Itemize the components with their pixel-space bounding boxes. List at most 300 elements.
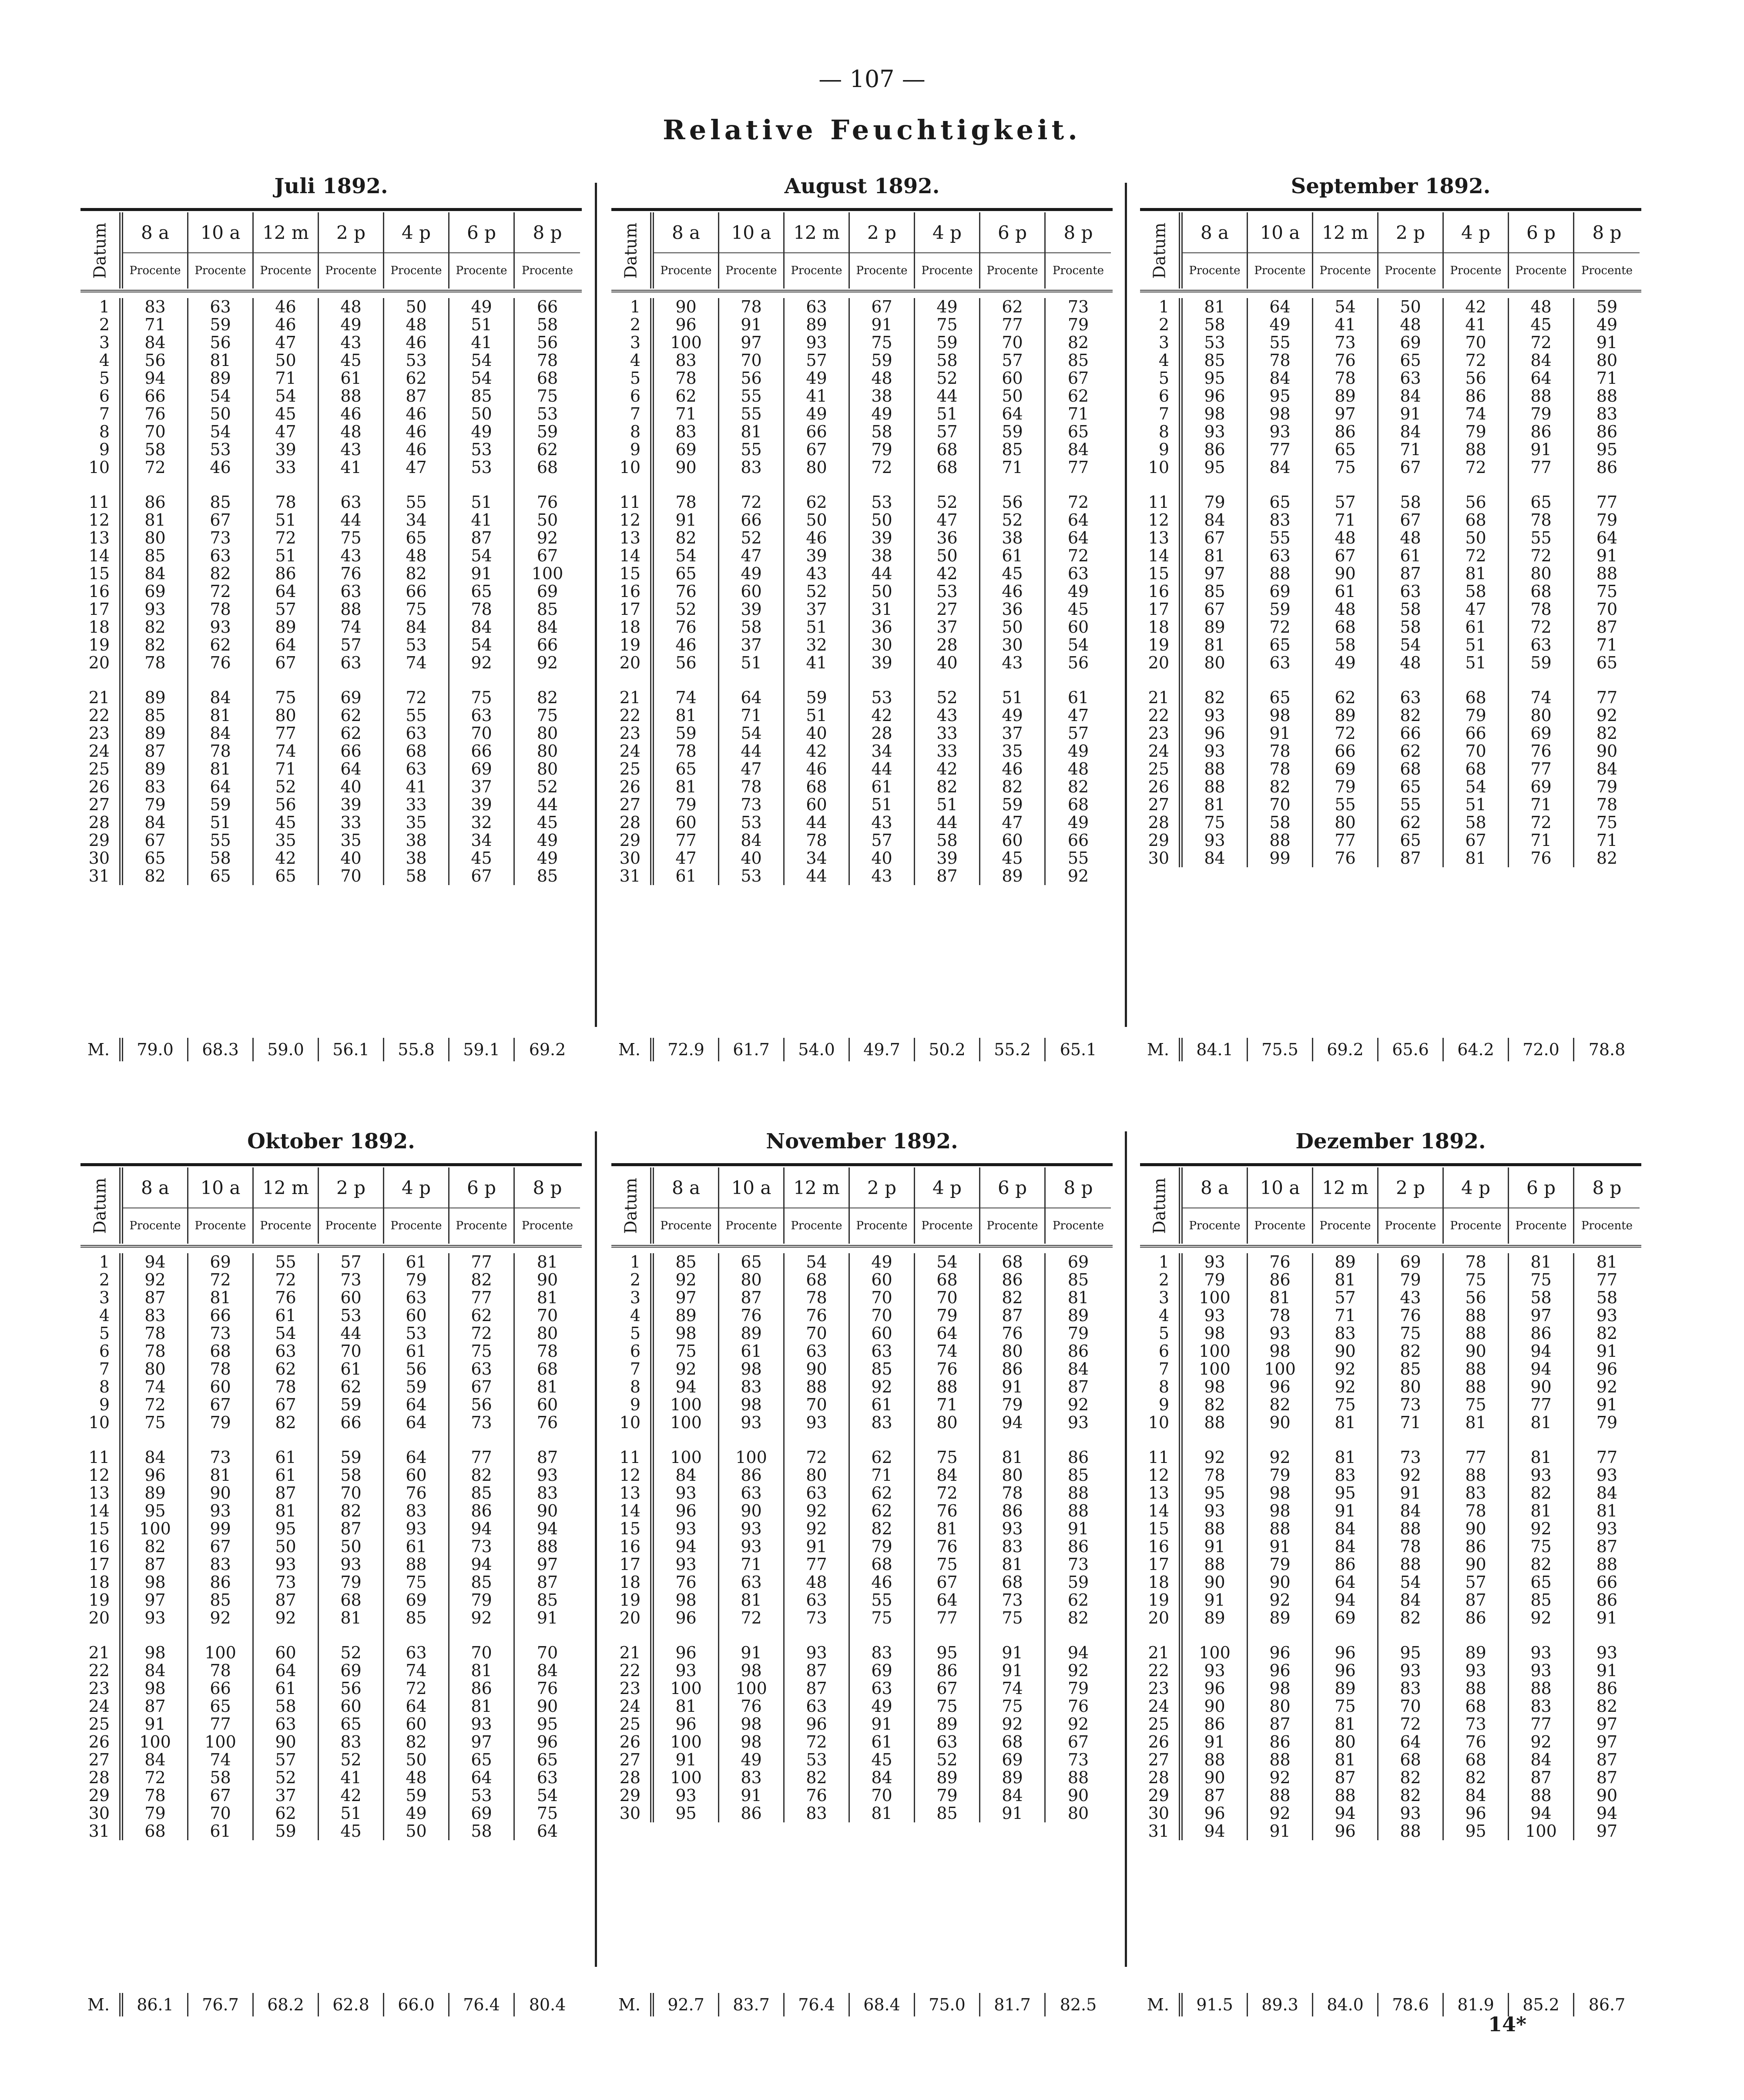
unit-label: Procente [1052,264,1104,277]
mean-label: M. [611,1993,654,2016]
humidity-value-cell: 98 [144,1679,166,1698]
humidity-value-cell: 34 [806,849,827,868]
group-spacer [1509,1432,1573,1449]
date-cell: 19 [1148,1590,1169,1610]
group-spacer [980,1627,1044,1644]
humidity-value-cell: 79 [340,1573,362,1592]
humidity-value-cell: 76 [936,1359,958,1379]
humidity-value-cell: 68 [1465,510,1486,530]
humidity-value-cell: 84 [144,333,166,352]
datum-label-wrap [80,1167,119,1244]
humidity-value-cell: 49 [340,315,362,334]
date-cell: 6 [630,1342,641,1361]
humidity-value-cell: 87 [1530,1768,1552,1787]
humidity-value-cell: 28 [871,724,892,743]
humidity-value-cell: 85 [144,706,166,725]
humidity-value-cell: 91 [1596,1661,1618,1680]
humidity-value-cell: 55 [1269,528,1291,547]
humidity-value-cell: 83 [806,1804,827,1823]
humidity-value-cell: 70 [936,1288,958,1307]
humidity-value-cell: 68 [1400,1750,1421,1769]
month-title: Juli 1892. [274,174,388,198]
humidity-value-cell: 79 [1067,315,1089,334]
value-column [915,1253,980,1822]
date-cell: 15 [1148,564,1169,583]
humidity-value-cell: 68 [1002,1732,1023,1751]
group-spacer [1509,476,1573,493]
humidity-value-cell: 51 [741,653,762,672]
humidity-value-cell: 78 [144,1342,166,1361]
humidity-value-cell: 43 [806,564,827,583]
date-cell: 4 [99,351,110,370]
humidity-value-cell: 66 [537,635,558,654]
humidity-value-cell: 40 [936,653,958,672]
date-cell: 3 [1158,333,1169,352]
date-cell: 24 [1148,741,1169,761]
humidity-value-cell: 90 [537,1501,558,1520]
humidity-value-cell: 62 [1002,297,1023,316]
humidity-value-cell: 65 [1596,653,1618,672]
humidity-value-cell: 86 [936,1661,958,1680]
humidity-value-cell: 75 [471,1342,492,1361]
mean-value-cell: 65.6 [1378,1038,1444,1061]
humidity-value-cell: 61 [871,1395,892,1414]
humidity-value-cell: 97 [471,1732,492,1751]
humidity-value-cell: 54 [1400,1573,1421,1592]
humidity-value-cell: 96 [675,1608,697,1627]
unit-label: Procente [1189,264,1241,277]
humidity-value-cell: 86 [1530,422,1552,441]
humidity-value-cell: 83 [1335,1466,1356,1485]
humidity-value-cell: 51 [806,617,827,637]
humidity-value-cell: 93 [1530,1466,1552,1485]
humidity-value-cell: 100 [670,1768,702,1787]
humidity-value-cell: 37 [1002,724,1023,743]
humidity-value-cell: 90 [806,1359,827,1379]
time-label: 8 a [1183,212,1247,253]
group-spacer [611,1432,650,1449]
humidity-value-cell: 92 [1067,866,1089,886]
date-cell: 16 [1148,582,1169,601]
humidity-value-cell: 50 [471,404,492,423]
humidity-value-cell: 83 [210,1555,231,1574]
humidity-value-cell: 82 [1596,849,1618,868]
humidity-value-cell: 39 [741,600,762,619]
humidity-value-cell: 54 [210,386,231,406]
header-rule [80,1245,582,1248]
humidity-value-cell: 76 [537,493,558,512]
humidity-value-cell: 89 [1465,1643,1486,1662]
humidity-value-cell: 75 [406,600,427,619]
humidity-value-cell: 63 [806,297,827,316]
humidity-value-cell: 88 [1465,1359,1486,1379]
table-body [80,298,582,885]
date-cell: 22 [1148,706,1169,725]
time-label: 8 p [1574,212,1640,253]
humidity-value-cell: 58 [1335,635,1356,654]
table-header [611,1167,1113,1244]
humidity-value-cell: 64 [1400,1732,1421,1751]
humidity-value-cell: 74 [1465,404,1486,423]
humidity-value-cell: 61 [1335,582,1356,601]
unit-label: Procente [260,264,312,277]
date-cell: 16 [88,582,110,601]
date-column [80,298,123,885]
humidity-value-cell: 93 [1204,706,1225,725]
value-column [1046,298,1111,885]
humidity-value-cell: 66 [1465,724,1486,743]
date-cell: 19 [1148,635,1169,654]
humidity-value-cell: 63 [1269,653,1291,672]
date-cell: 24 [88,741,110,761]
humidity-value-cell: 78 [1465,1501,1486,1520]
time-column-header [449,212,515,288]
value-column [1183,1253,1248,1840]
unit-label: Procente [660,264,712,277]
unit-label: Procente [791,264,842,277]
date-cell: 20 [619,1608,641,1627]
date-cell: 2 [99,1270,110,1289]
humidity-value-cell: 68 [406,741,427,761]
humidity-value-cell: 72 [275,1270,296,1289]
group-spacer [1378,1627,1442,1644]
humidity-value-cell: 58 [871,422,892,441]
time-label: 6 p [1509,212,1573,253]
humidity-value-cell: 89 [1269,1608,1291,1627]
humidity-value-cell: 49 [936,297,958,316]
time-label: 8 a [1183,1167,1247,1208]
humidity-value-cell: 62 [871,1501,892,1520]
humidity-value-cell: 86 [1465,1608,1486,1627]
humidity-value-cell: 61 [406,1252,427,1271]
mean-value-cell: 84.0 [1313,1993,1378,2016]
humidity-value-cell: 70 [871,1288,892,1307]
mean-value-cell: 65.1 [1060,1040,1097,1059]
humidity-value-cell: 78 [806,831,827,850]
humidity-value-cell: 68 [340,1590,362,1610]
humidity-value-cell: 68 [1465,688,1486,707]
humidity-value-cell: 89 [1002,1768,1023,1787]
humidity-value-cell: 78 [471,600,492,619]
humidity-value-cell: 79 [1596,777,1618,796]
humidity-value-cell: 86 [1269,1270,1291,1289]
humidity-value-cell: 81 [144,510,166,530]
humidity-value-cell: 95 [275,1519,296,1538]
humidity-value-cell: 87 [340,1519,362,1538]
humidity-value-cell: 56 [1002,493,1023,512]
humidity-value-cell: 75 [1400,1324,1421,1343]
humidity-value-cell: 38 [871,386,892,406]
unit-label: Procente [660,1219,712,1232]
humidity-value-cell: 76 [675,1573,697,1592]
humidity-value-cell: 89 [936,1714,958,1734]
mean-value-cell: 75.5 [1248,1038,1313,1061]
header-rule [1140,290,1641,292]
mean-value-cell: 68.3 [188,1038,254,1061]
humidity-value-cell: 56 [210,333,231,352]
date-cell: 10 [88,1413,110,1432]
humidity-value-cell: 83 [1530,1697,1552,1716]
humidity-value-cell: 69 [144,582,166,601]
humidity-value-cell: 89 [1335,1252,1356,1271]
humidity-value-cell: 91 [537,1608,558,1627]
humidity-value-cell: 72 [144,1395,166,1414]
group-spacer [1140,476,1179,493]
humidity-value-cell: 33 [936,741,958,761]
humidity-value-cell: 76 [1400,1306,1421,1325]
date-cell: 26 [1148,1732,1169,1751]
mean-value-cell: 72.9 [654,1038,719,1061]
group-spacer [1444,476,1508,493]
humidity-value-cell: 93 [340,1555,362,1574]
humidity-value-cell: 78 [1204,1466,1225,1485]
humidity-value-cell: 82 [1596,1697,1618,1716]
humidity-value-cell: 61 [275,1679,296,1698]
unit-label: Procente [1319,264,1371,277]
group-spacer [188,1432,252,1449]
humidity-value-cell: 68 [1465,1697,1486,1716]
unit-label: Procente [1515,1219,1567,1232]
humidity-value-cell: 63 [806,1342,827,1361]
value-column [654,1253,719,1822]
humidity-value-cell: 58 [1465,582,1486,601]
humidity-value-cell: 94 [144,369,166,388]
humidity-value-cell: 89 [144,1483,166,1503]
humidity-value-cell: 81 [471,1697,492,1716]
humidity-value-cell: 43 [1002,653,1023,672]
date-cell: 28 [88,813,110,832]
humidity-value-cell: 81 [1067,1288,1089,1307]
humidity-value-cell: 70 [144,422,166,441]
header-rule [611,290,1113,292]
humidity-value-cell: 70 [1002,333,1023,352]
column-divider-line [1125,1131,1127,1967]
humidity-value-cell: 58 [741,617,762,637]
humidity-value-cell: 72 [1465,351,1486,370]
humidity-value-cell: 61 [741,1342,762,1361]
humidity-value-cell: 75 [936,1448,958,1467]
humidity-value-cell: 88 [1269,1750,1291,1769]
humidity-value-cell: 71 [144,315,166,334]
date-cell: 5 [1158,369,1169,388]
humidity-value-cell: 61 [275,1466,296,1485]
date-cell: 4 [1158,351,1169,370]
group-spacer [980,672,1044,689]
humidity-value-cell: 86 [1596,1590,1618,1610]
unit-label: Procente [986,264,1038,277]
humidity-value-cell: 94 [1335,1804,1356,1823]
date-cell: 17 [88,1555,110,1574]
date-cell: 17 [619,600,641,619]
date-cell: 12 [1148,510,1169,530]
humidity-value-cell: 89 [1002,866,1023,886]
date-cell: 18 [1148,617,1169,637]
group-spacer [850,1627,914,1644]
humidity-value-cell: 67 [471,866,492,886]
humidity-value-cell: 82 [537,688,558,707]
humidity-value-cell: 77 [471,1288,492,1307]
humidity-value-cell: 63 [406,1643,427,1662]
time-label: 4 p [915,212,979,253]
humidity-value-cell: 48 [1335,600,1356,619]
humidity-value-cell: 58 [1465,813,1486,832]
humidity-value-cell: 51 [1465,653,1486,672]
humidity-value-cell: 39 [871,528,892,547]
humidity-value-cell: 92 [1002,1714,1023,1734]
humidity-value-cell: 54 [741,724,762,743]
humidity-value-cell: 88 [1400,1822,1421,1841]
date-cell: 16 [1148,1537,1169,1556]
humidity-value-cell: 51 [471,493,492,512]
humidity-value-cell: 75 [936,1697,958,1716]
group-spacer [980,1432,1044,1449]
humidity-value-cell: 84 [1002,1786,1023,1805]
humidity-value-cell: 69 [340,688,362,707]
humidity-value-cell: 59 [210,795,231,814]
date-cell: 15 [1148,1519,1169,1538]
humidity-value-cell: 95 [1269,386,1291,406]
humidity-value-cell: 91 [1530,440,1552,459]
humidity-value-cell: 52 [936,369,958,388]
humidity-value-cell: 63 [406,1288,427,1307]
unit-label: Procente [390,1219,442,1232]
humidity-value-cell: 63 [406,759,427,778]
humidity-value-cell: 92 [471,653,492,672]
humidity-value-cell: 80 [1530,706,1552,725]
humidity-value-cell: 68 [537,1359,558,1379]
humidity-value-cell: 83 [144,777,166,796]
humidity-value-cell: 92 [675,1270,697,1289]
humidity-value-cell: 65 [1269,493,1291,512]
group-spacer [654,476,718,493]
humidity-value-cell: 79 [936,1306,958,1325]
humidity-value-cell: 67 [210,1395,231,1414]
humidity-value-cell: 66 [806,422,827,441]
signature-mark: 14* [1488,2013,1527,2036]
humidity-value-cell: 78 [1335,369,1356,388]
time-label: 10 a [1248,212,1312,253]
group-spacer [915,476,979,493]
time-label: 12 m [254,1167,318,1208]
humidity-value-cell: 75 [275,688,296,707]
date-cell: 11 [88,493,110,512]
humidity-value-cell: 79 [210,1413,231,1432]
time-label: 10 a [188,1167,252,1208]
date-cell: 20 [88,1608,110,1627]
humidity-value-cell: 81 [1596,1501,1618,1520]
humidity-value-cell: 69 [340,1661,362,1680]
humidity-value-cell: 54 [537,1786,558,1805]
humidity-value-cell: 83 [144,1306,166,1325]
humidity-value-cell: 60 [406,1714,427,1734]
date-cell: 31 [88,1822,110,1841]
humidity-value-cell: 70 [741,351,762,370]
humidity-value-cell: 46 [275,315,296,334]
date-cell: 30 [88,849,110,868]
group-spacer [1046,1627,1111,1644]
date-cell: 21 [1148,688,1169,707]
table-body [611,1253,1113,1822]
humidity-value-cell: 43 [340,546,362,565]
humidity-value-cell: 86 [1067,1537,1089,1556]
humidity-value-cell: 88 [1530,1679,1552,1698]
humidity-value-cell: 46 [210,458,231,477]
time-column-header [515,1167,580,1244]
humidity-value-cell: 42 [936,564,958,583]
humidity-value-cell: 98 [1269,404,1291,423]
humidity-value-cell: 74 [406,1661,427,1680]
date-cell: 4 [1158,1306,1169,1325]
humidity-value-cell: 50 [406,1750,427,1769]
mean-value-cell: 54.0 [785,1038,850,1061]
humidity-value-cell: 70 [471,1643,492,1662]
humidity-value-cell: 87 [144,1555,166,1574]
humidity-value-cell: 79 [675,795,697,814]
table-top-rule [1140,1163,1641,1166]
humidity-value-cell: 95 [144,1501,166,1520]
humidity-value-cell: 98 [1269,706,1291,725]
humidity-value-cell: 72 [144,1768,166,1787]
humidity-value-cell: 66 [741,510,762,530]
humidity-value-cell: 55 [1269,333,1291,352]
group-spacer [319,476,383,493]
humidity-value-cell: 93 [537,1466,558,1485]
date-cell: 30 [88,1804,110,1823]
humidity-value-cell: 54 [675,546,697,565]
humidity-value-cell: 46 [340,404,362,423]
humidity-value-cell: 57 [275,600,296,619]
humidity-value-cell: 88 [1400,1519,1421,1538]
humidity-value-cell: 80 [1269,1697,1291,1716]
humidity-value-cell: 43 [871,813,892,832]
humidity-value-cell: 97 [1335,404,1356,423]
humidity-value-cell: 95 [675,1804,697,1823]
humidity-value-cell: 95 [1465,1822,1486,1841]
group-spacer [1574,476,1640,493]
humidity-value-cell: 88 [1269,1786,1291,1805]
humidity-value-cell: 82 [144,635,166,654]
humidity-value-cell: 91 [1596,1608,1618,1627]
column-divider-line [595,183,597,1027]
humidity-value-cell: 76 [1067,1697,1089,1716]
group-spacer [80,672,119,689]
date-cell: 24 [619,1697,641,1716]
humidity-value-cell: 40 [340,849,362,868]
humidity-value-cell: 35 [275,831,296,850]
date-cell: 18 [1148,1573,1169,1592]
date-cell: 9 [1158,1395,1169,1414]
date-cell: 20 [619,653,641,672]
date-cell: 16 [619,582,641,601]
humidity-value-cell: 84 [1400,386,1421,406]
humidity-value-cell: 55 [275,1252,296,1271]
date-cell: 1 [99,297,110,316]
humidity-value-cell: 79 [1530,404,1552,423]
mean-value-cell: 72.0 [1509,1038,1574,1061]
humidity-value-cell: 88 [1465,1466,1486,1485]
humidity-value-cell: 69 [1002,1750,1023,1769]
humidity-value-cell: 95 [537,1714,558,1734]
humidity-value-cell: 84 [1465,1786,1486,1805]
time-label: 6 p [449,1167,513,1208]
humidity-value-cell: 78 [537,1342,558,1361]
humidity-value-cell: 89 [1204,617,1225,637]
humidity-value-cell: 81 [1465,1413,1486,1432]
humidity-value-cell: 88 [1530,386,1552,406]
humidity-value-cell: 98 [741,1732,762,1751]
humidity-value-cell: 60 [406,1306,427,1325]
date-cell: 7 [99,404,110,423]
